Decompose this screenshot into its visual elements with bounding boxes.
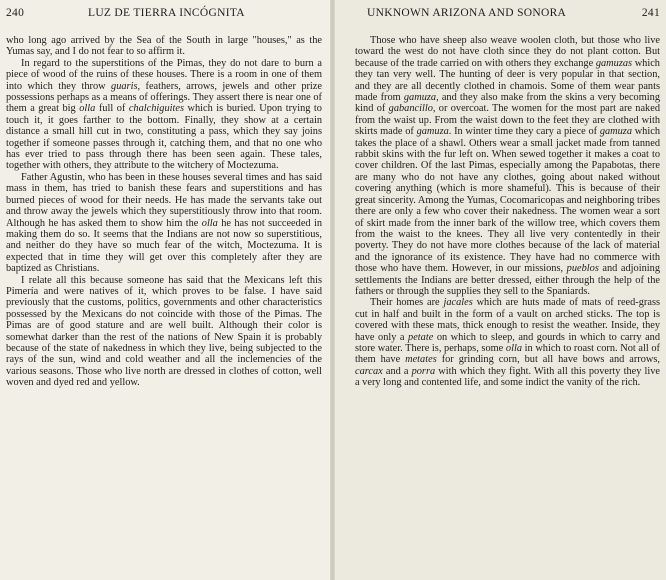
left-paragraph-1: who long ago arrived by the Sea of the South in large "houses," as the Yumas say, and I do not fear to so affirm it. bbox=[6, 35, 322, 58]
right-page bbox=[335, 0, 666, 580]
left-paragraph-2: In regard to the superstitions of the Pimas, they do not dare to burn a piece of wood of the ruins of these houses. There is a room in one of them into which they throw guaris, feathers, arrows, jewels and other prize possessions perhaps as a means of offerings. They assert there is near one of them a great big olla full of chalchiguites which is buried. Upon trying to touch it, it goes farther to the bottom. Finally, they show at a certain distance a small hill cut in two, constituting a pass, which they say joins together if someone passes through it, catching them, and that no one who has ever tried to pass through there has been seen again. These tales, together with others, they attribute to the witchery of Moctezuma. bbox=[6, 57, 322, 172]
right-paragraph-1: Those who have sheep also weave woolen cloth, but those who live toward the west do not have cloth since they do not plant cotton. But because of the trade carried on with others they exchange gamuzas which they tan very well. The hunting of deer is very popular in that section, and they are all decently clothed in chamois. Some of them wear pants made from gamuza, and they also make from the skins a very becoming kind of gabancillo, or overcoat. The women for the most part are naked from the waist up. From the waist down to the feet they are clothed with skirts made of gamuza. In winter time they cary a piece of gamuza which takes the place of a shawl. Others wear a small jacket made from tanned rabbit skins with the fur left on. When sewed together it makes a coat to cover children. Of the last Pimas, especially among the Papabotas, there are many who do not have any clothes, going about naked without covering anything (which is more shameful). This is because of their great sincerity. Among the Yumas, Cocomaricopas and neighboring tribes there are only a few who cover their nakedness. The women wear a sort of skirt made from the inner bark of the willow tree, which covers them from the waist to the knees. They all live very contentedly in their poverty. They do not have more clothes because of the lack of material and the ignorance of its existence. They have had no commerce with those who have them. However, in our missions, pueblos and adjoining settlements the Indians are better dressed, either through the help of the fathers or through the supplies they sell to the Spaniards. bbox=[355, 35, 660, 297]
right-page-number: 241 bbox=[641, 7, 660, 19]
left-paragraph-3: Father Agustin, who has been in these houses several times and has said mass in them, has tried to banish these fears and superstitions and has burned pieces of wood for their needs. He has made the servants take out and throw away the jewels which they superstitiously throw into that room. Although he has asked them to show him the olla he has not succeeded in making them do so. It seems that the Indians are not now so superstitious, and neither do they have so much fear of the witch, Moctezuma. It is expected that in time they will get over this completely after they are baptized as Christians. bbox=[6, 171, 322, 275]
right-page-text bbox=[355, 35, 660, 389]
left-page bbox=[0, 0, 330, 580]
right-running-title: UNKNOWN ARIZONA AND SONORA bbox=[367, 7, 567, 19]
left-running-title: LUZ DE TIERRA INCÓGNITA bbox=[88, 7, 245, 19]
right-paragraph-2: Their homes are jacales which are huts made of mats of reed-grass cut in half and built in the form of a vault on arched sticks. The top is covered with these mats, thick enough to resist the weather. Inside, they have only a petate on which to sleep, and gourds in which to carry and store water. There is, perhaps, some olla in which to roast corn. Not all of them have metates for grinding corn, but all have bows and arrows, carcax and a porra with which they fight. With all this poverty they live a very long and contented life, and some indict the vanity of the rich. bbox=[355, 297, 661, 389]
left-page-header bbox=[6, 7, 324, 23]
left-paragraph-4: I relate all this because someone has said that the Mexicans left this Pimería and were natives of it, which proves to be false. I have said previously that the customs, politics, governments and other characteristics possessed by the Mexicans do not coincide with those of the Pimas. The Pimas are of good stature and are well built. Although their color is somewhat darker than the rest of the nations of New Spain it is probably because of the state of nakedness in which they live, being subjected to the rays of the sun, wind and cold weather and all the inclemencies of the various seasons. Those who live north are dressed in clothes of cotton, well woven and dyed red and yellow. bbox=[6, 274, 322, 389]
right-page-header bbox=[367, 7, 660, 23]
left-page-number: 240 bbox=[6, 7, 25, 19]
left-page-text bbox=[6, 35, 322, 389]
